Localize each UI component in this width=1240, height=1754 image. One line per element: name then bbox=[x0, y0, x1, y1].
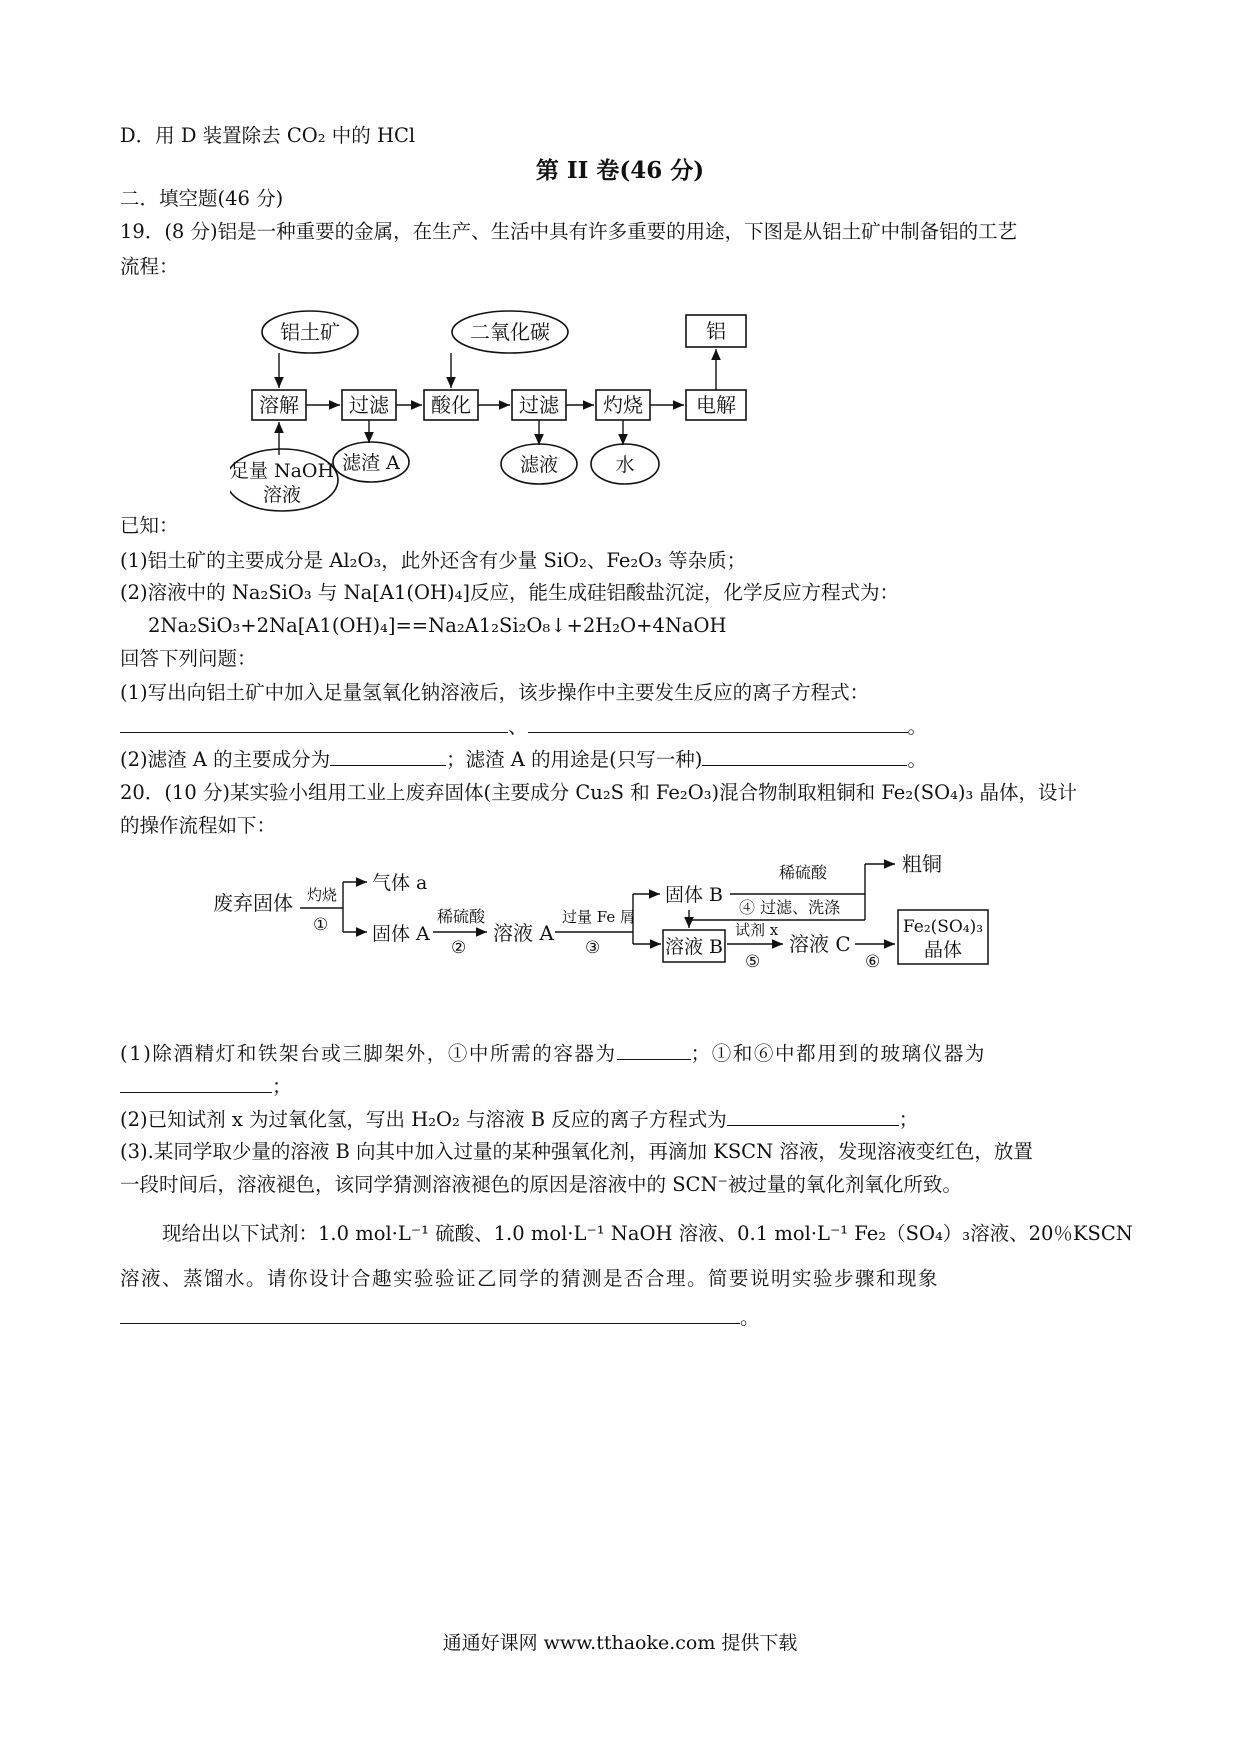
ore-label: 铝土矿 bbox=[280, 320, 340, 344]
step4-label: ④ 过滤、洗涤 bbox=[739, 898, 841, 917]
line-end: 。 bbox=[907, 748, 927, 771]
q19-sub2-text-b: ；滤渣 A 的用途是(只写一种) bbox=[446, 748, 703, 771]
residue-a-label: 滤渣 A bbox=[342, 452, 400, 474]
step5-label: ⑤ bbox=[745, 952, 761, 972]
answer-intro: 回答下列问题： bbox=[120, 647, 257, 670]
step1-label: ① bbox=[313, 915, 329, 935]
q20-sub3-line2: 一段时间后，溶液褪色，该同学猜测溶液褪色的原因是溶液中的 SCN⁻被过量的氧化剂氧化所致。 bbox=[120, 1173, 962, 1196]
q20-sub1-continued bbox=[120, 1072, 292, 1100]
answer-blank[interactable] bbox=[617, 1039, 691, 1060]
q19-sub2 bbox=[120, 745, 927, 773]
q20-design-answer-line bbox=[120, 1303, 760, 1331]
q19-sub1-answer-line bbox=[120, 712, 927, 740]
step2-label: ② bbox=[451, 938, 467, 958]
answer-blank[interactable] bbox=[120, 712, 508, 733]
product-label: 铝 bbox=[706, 319, 726, 343]
waste-solid-label: 废弃固体 bbox=[213, 891, 293, 915]
filtrate-label: 滤液 bbox=[519, 454, 559, 476]
filter2-label: 过滤 bbox=[519, 393, 559, 417]
q19-flow-diagram bbox=[230, 305, 850, 515]
page-footer: 通通好课网 www.tthaoke.com 提供下载 bbox=[442, 1632, 798, 1654]
step3-label: ③ bbox=[585, 938, 601, 958]
q20-stem-line2: 的操作流程如下： bbox=[120, 814, 277, 837]
q20-sub1-text-b: ；①和⑥中都用到的玻璃仪器为 bbox=[690, 1042, 987, 1065]
answer-blank[interactable] bbox=[120, 1303, 740, 1324]
dilute-acid-label: 稀硫酸 bbox=[779, 863, 828, 882]
water-label: 水 bbox=[615, 454, 635, 476]
electrolysis-label: 电解 bbox=[696, 393, 736, 417]
answer-blank[interactable] bbox=[702, 745, 907, 766]
known-heading: 已知： bbox=[120, 514, 179, 537]
crude-cu-label: 粗铜 bbox=[902, 852, 942, 876]
naoh-label-line2: 溶液 bbox=[262, 484, 302, 506]
step6-label: ⑥ bbox=[865, 952, 881, 972]
answer-blank[interactable] bbox=[727, 1105, 899, 1126]
part2-title: 第 II 卷(46 分) bbox=[535, 157, 705, 184]
q20-sub2-text: (2)已知试剂 x 为过氧化氢，写出 H₂O₂ 与溶液 B 反应的离子方程式为 bbox=[120, 1108, 727, 1131]
known-item-1: (1)铝土矿的主要成分是 Al₂O₃，此外还含有少量 SiO₂、Fe₂O₃ 等杂质； bbox=[120, 549, 747, 572]
filter1-label: 过滤 bbox=[349, 393, 389, 417]
answer-blank[interactable] bbox=[120, 1072, 272, 1093]
gas-a-label: 气体 a bbox=[372, 872, 428, 894]
dissolve-label: 溶解 bbox=[259, 393, 299, 417]
reagent-x-label: 试剂 x bbox=[735, 921, 779, 939]
q20-sub1-text-a: (1)除酒精灯和铁架台或三脚架外，①中所需的容器为 bbox=[120, 1042, 617, 1065]
answer-blank[interactable] bbox=[528, 712, 908, 733]
calcine-label: 灼烧 bbox=[307, 886, 338, 904]
q19-stem-line1: 19．(8 分)铝是一种重要的金属，在生产、生活中具有许多重要的用途，下图是从铝土矿中制备铝的工艺 bbox=[120, 220, 1018, 243]
q20-sub3-line1: (3).某同学取少量的溶液 B 向其中加入过量的某种强氧化剂，再滴加 KSCN 溶液，发现溶液变红色，放置 bbox=[120, 1140, 1033, 1163]
solution-a-label: 溶液 A bbox=[493, 921, 554, 945]
acidify-label: 酸化 bbox=[431, 393, 471, 417]
product-crystal: 晶体 bbox=[923, 939, 963, 961]
q20-reagents: 现给出以下试剂：1.0 mol·L⁻¹ 硫酸、1.0 mol·L⁻¹ NaOH 溶液、0.1 mol·L⁻¹ Fe₂（SO₄）₃溶液、20％KSCN bbox=[162, 1222, 1133, 1245]
q19-sub2-text-a: (2)滤渣 A 的主要成分为 bbox=[120, 748, 331, 771]
reaction-equation: 2Na₂SiO₃+2Na[A1(OH)₄]==Na₂A1₂Si₂O₈↓+2H₂O+4NaOH bbox=[148, 614, 727, 637]
known-item-2: (2)溶液中的 Na₂SiO₃ 与 Na[A1(OH)₄]反应，能生成硅铝酸盐沉淀，化学反应方程式为： bbox=[120, 581, 900, 604]
q20-sub2 bbox=[120, 1105, 918, 1133]
dilute-acid-label: 稀硫酸 bbox=[437, 907, 486, 926]
q20-stem-line1: 20．(10 分)某实验小组用工业上废弃固体(主要成分 Cu₂S 和 Fe₂O₃)混合物制取粗铜和 Fe₂(SO₄)₃ 晶体，设计 bbox=[120, 781, 1078, 804]
solid-a-label: 固体 A bbox=[372, 923, 430, 945]
q19-sub1: (1)写出向铝土矿中加入足量氢氧化钠溶液后，该步操作中主要发生反应的离子方程式： bbox=[120, 681, 870, 704]
line-end: ； bbox=[898, 1108, 919, 1131]
line-end: 。 bbox=[740, 1306, 760, 1329]
q18-option-d: D．用 D 装置除去 CO₂ 中的 HCl bbox=[120, 124, 416, 147]
excess-fe-label: 过量 Fe 屑 bbox=[562, 908, 636, 926]
q20-sub1 bbox=[120, 1039, 986, 1067]
section-heading: 二．填空题(46 分) bbox=[120, 187, 284, 210]
answer-blank[interactable] bbox=[330, 745, 446, 766]
line-end: 。 bbox=[907, 715, 928, 738]
naoh-label-line1: 足量 NaOH bbox=[230, 460, 335, 482]
q20-design: 溶液、蒸馏水。请你设计合趣实验验证乙同学的猜测是否合理。简要说明实验步骤和现象 bbox=[120, 1267, 940, 1290]
q20-flow-diagram bbox=[205, 850, 1045, 985]
solid-b-label: 固体 B bbox=[665, 884, 724, 906]
product-formula: Fe₂(SO₄)₃ bbox=[902, 917, 984, 937]
solution-c-label: 溶液 C bbox=[789, 932, 851, 956]
calcine-label: 灼烧 bbox=[603, 393, 643, 417]
q19-stem-line2: 流程： bbox=[120, 255, 179, 278]
line-end: ； bbox=[272, 1075, 292, 1098]
solution-b-label: 溶液 B bbox=[664, 936, 724, 958]
co2-label: 二氧化碳 bbox=[470, 320, 550, 344]
separator: 、 bbox=[508, 715, 528, 738]
